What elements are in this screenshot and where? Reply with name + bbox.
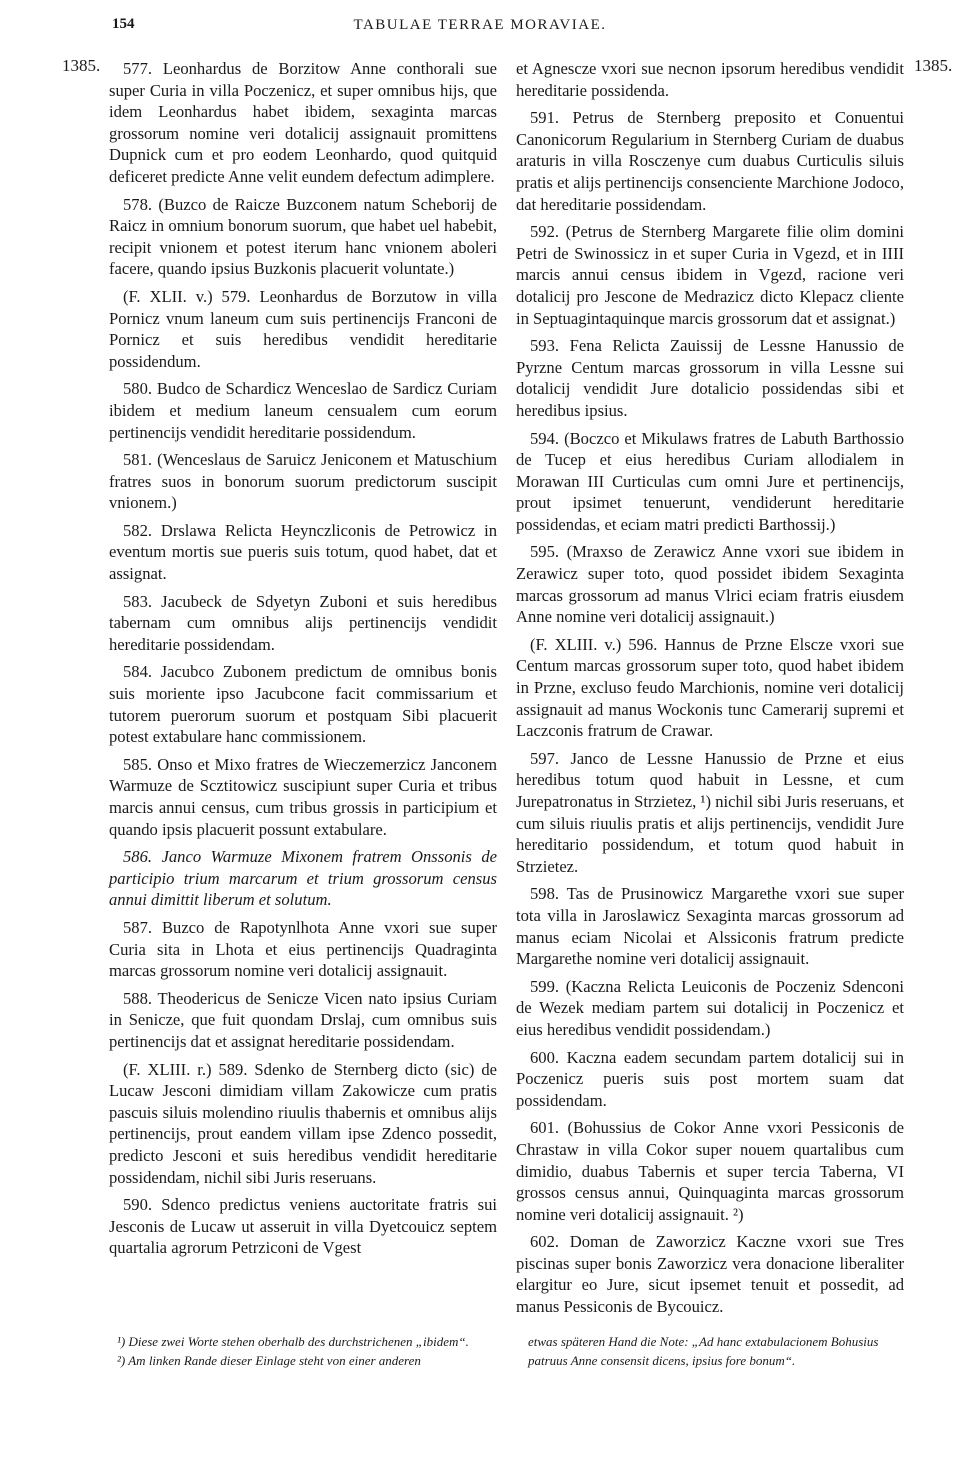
year-margin-right: 1385. — [914, 56, 953, 75]
entry-577: 577. Leonhardus de Borzitow Anne conthorali sue super Curia in villa Poczenicz, et super omnibus hijs, que idem Leonhardus habet ibidem, sexaginta marcas grossorum nomine veri dotalicij assignauit promittens Dupnick cum et pro eodem Leonhardo, quod quitquid deficeret predicte Anne velit eundem defectum adimplere. — [109, 59, 497, 186]
year-margin-left: 1385. — [62, 56, 101, 75]
entry-590: 590. Sdenco predictus veniens auctoritate fratris sui Jesconis de Lucaw ut asseruit in villa Dyetcouicz septem quartalia agrorum Petrziconi de Vgest — [109, 1195, 497, 1258]
footnote-2-continued: etwas späteren Hand die Note: „Ad hanc extabulacionem Bohusius patruus Anne consensit dicens, ipsius fore bonum“. — [528, 1334, 879, 1368]
entry-597: 597. Janco de Lessne Hanussio de Przne et eius heredibus totum quod habuit in Lessne, et cum Jurepatronatus in Strzietez, ¹) nichil sibi Juris reseruans, et cum siluis riuulis pratis et alijs pertinencijs, vendidit Jure hereditario possidendum, et totum quod habuit in Strzietez. — [516, 748, 904, 876]
entry-583: 583. Jacubeck de Sdyetyn Zuboni et suis heredibus tabernam cum omnibus alijs pertinencijs vendidit hereditarie possidendam. — [109, 591, 497, 654]
page-number: 154 — [112, 16, 135, 32]
running-title: TABULAE TERRAE MORAVIAE. — [353, 17, 607, 33]
entry-592: 592. (Petrus de Sternberg Margarete filie olim domini Petri de Swinossicz in et super Curia in Vgezd, et in IIII marcis annui census ibidem in Vgezd, racione veri dotalicij pro Jescone de Medrazicz dicto Klepacz cliente in Septuagintaquinque marcis grossorum dat et assignat.) — [516, 222, 904, 328]
entry-594: 594. (Boczco et Mikulaws fratres de Labuth Barthossio de Tucep et eius heredibus Curiam allodialem in Morawan III Curticulas cum omni Jure et pertinencijs, prout ipsimet tenuerunt, vendiderunt hereditarie possidendas, et eciam matri predicti Barthossij.) — [516, 428, 904, 534]
entry-580: 580. Budco de Schardicz Wenceslao de Sardicz Curiam ibidem et medium laneum censualem cum eorum pertinencijs vendidit hereditarie possidendum. — [109, 379, 497, 442]
footnotes-right — [528, 1332, 908, 1370]
entry-589: (F. XLIII. r.) 589. Sdenko de Sternberg dicto (sic) de Lucaw Jesconi dimidiam villam Zakowicze cum pratis pascuis siluis molendino riuulis thabernis et omnibus alijs pertinencijs, prout eandem villam ipse Zdenco possedit, predicto Jesconi et suis heredibus vendidit hereditarie possidendam, nichil sibi Juris reseruans. — [109, 1059, 497, 1187]
entry-585: 585. Onso et Mixo fratres de Wieczemerzicz Janconem Warmuze de Scztitowicz suscipiunt super Curia et tribus marcis annui census, cum tribus grossis in participium et quando ipsis placuerit possunt extabulare. — [109, 754, 497, 839]
entry-581: 581. (Wenceslaus de Saruicz Jeniconem et Matuschium fratres suos in bonorum suorum predictorum suscipit vnionem.) — [109, 450, 497, 513]
entry-599: 599. (Kaczna Relicta Leuiconis de Poczeniz Sdenconi de Wezek mediam partem sui dotalicij in Poczenicz et eius heredibus vendidit possidendam.) — [516, 976, 904, 1039]
right-column — [516, 58, 904, 1324]
entry-582: 582. Drslawa Relicta Heynczliconis de Petrowicz in eventum mortis sue pueris suis totum, quod habet, dat et assignat. — [109, 520, 497, 584]
entry-600: 600. Kaczna eadem secundam partem dotalicij sui in Poczenicz pueris suis post mortem suam dat possidendam. — [516, 1047, 904, 1110]
entry-586: 586. Janco Warmuze Mixonem fratrem Onssonis de participio trium marcarum et trium grossorum census annui dimittit liberum et solutum. — [109, 847, 497, 910]
entry-590-continued: et Agnescze vxori sue necnon ipsorum heredibus vendidit hereditarie possidenda. — [516, 59, 904, 100]
footnotes-left — [117, 1332, 497, 1370]
entry-596: (F. XLIII. v.) 596. Hannus de Przne Elscze vxori sue Centum marcas grossorum super toto, quod habet ibidem in Przne, excluso feudo Marchionis, nomine veri dotalicij assignauit ad manus Wockonis tunc Camerarij supremi et Laczconis fratrum de Crawar. — [516, 634, 904, 741]
entry-595: 595. (Mraxso de Zerawicz Anne vxori sue ibidem in Zerawicz super toto, quod possidet ibidem Sexaginta marcas grossorum ad manus Vlrici eciam fratris eiusdem Anne nomine veri dotalicij assignauit.) — [516, 542, 904, 627]
entry-588: 588. Theodericus de Senicze Vicen nato ipsius Curiam in Senicze, que fuit quondam Drslaj, cum omnibus suis pertinencijs dat et assignat hereditarie possidendam. — [109, 988, 497, 1051]
entry-601: 601. (Bohussius de Cokor Anne vxori Pessiconis de Chrastaw in villa Cokor super nouem quartalibus cum dimidio, duabus Tabernis et super tercia Taberna, VI grossos census annui, Quinquaginta marcas grossorum nomine veri dotalicij assignauit. ²) — [516, 1118, 904, 1224]
entry-578: 578. (Buzco de Raicze Buzconem natum Scheborij de Raicz in omnium bonorum suorum, que habet uel habebit, recipit vnionem et potest iterum hanc vnionem aboleri facere, quando ipsius Buzkonis placuerit voluntate.) — [109, 194, 497, 279]
entry-598: 598. Tas de Prusinowicz Margarethe vxori sue super tota villa in Jaroslawicz Sexaginta marcas grossorum ad manus eciam Nicolai et Alssiconis fratrum predicte Margarethe nomine veri dotalicij assignauit. — [516, 884, 904, 969]
footnote-2: ²) Am linken Rande dieser Einlage steht von einer anderen — [117, 1353, 421, 1368]
entry-591: 591. Petrus de Sternberg preposito et Conuentui Canonicorum Regularium in Sternberg Curiam de duabus araturis in villa Rosczenye cum duabus Curticulis siluis pratis et alijs pertinencijs consenciente Marchione Jodoco, dat hereditarie possidendam. — [516, 108, 904, 214]
entry-584: 584. Jacubco Zubonem predictum de omnibus bonis suis moriente ipso Jacubcone facit commissarium et tutorem puerorum suorum et postquam Sibi placuerit potest extabulare hanc commissionem. — [109, 662, 497, 747]
left-column — [109, 58, 497, 1265]
entry-602: 602. Doman de Zaworzicz Kaczne vxori sue Tres piscinas super bonis Zaworzicz vera donacione liberaliter elargitur eo Jure, sicut ipsemet tenuit et possedit, ad manus Pessiconis de Bycouicz. — [516, 1232, 904, 1317]
entry-579: (F. XLII. v.) 579. Leonhardus de Borzutow in villa Pornicz vnum laneum cum suis pertinencijs Franconi de Pornicz et suis heredibus vendidit hereditarie possidendum. — [109, 286, 497, 371]
footnote-1: ¹) Diese zwei Worte stehen oberhalb des durchstrichenen „ibidem“. — [117, 1334, 469, 1349]
entry-593: 593. Fena Relicta Zauissij de Lessne Hanussio de Pyrzne Centum marcas grossorum in villa Lessne sui dotalicij vendidit Jure dotalicio possidendas sibi et heredibus ipsius. — [516, 336, 904, 420]
entry-587: 587. Buzco de Rapotynlhota Anne vxori sue super Curia sita in Lhota et eius pertinencijs Quadraginta marcas grossorum nomine veri dotalicij assignauit. — [109, 917, 497, 981]
